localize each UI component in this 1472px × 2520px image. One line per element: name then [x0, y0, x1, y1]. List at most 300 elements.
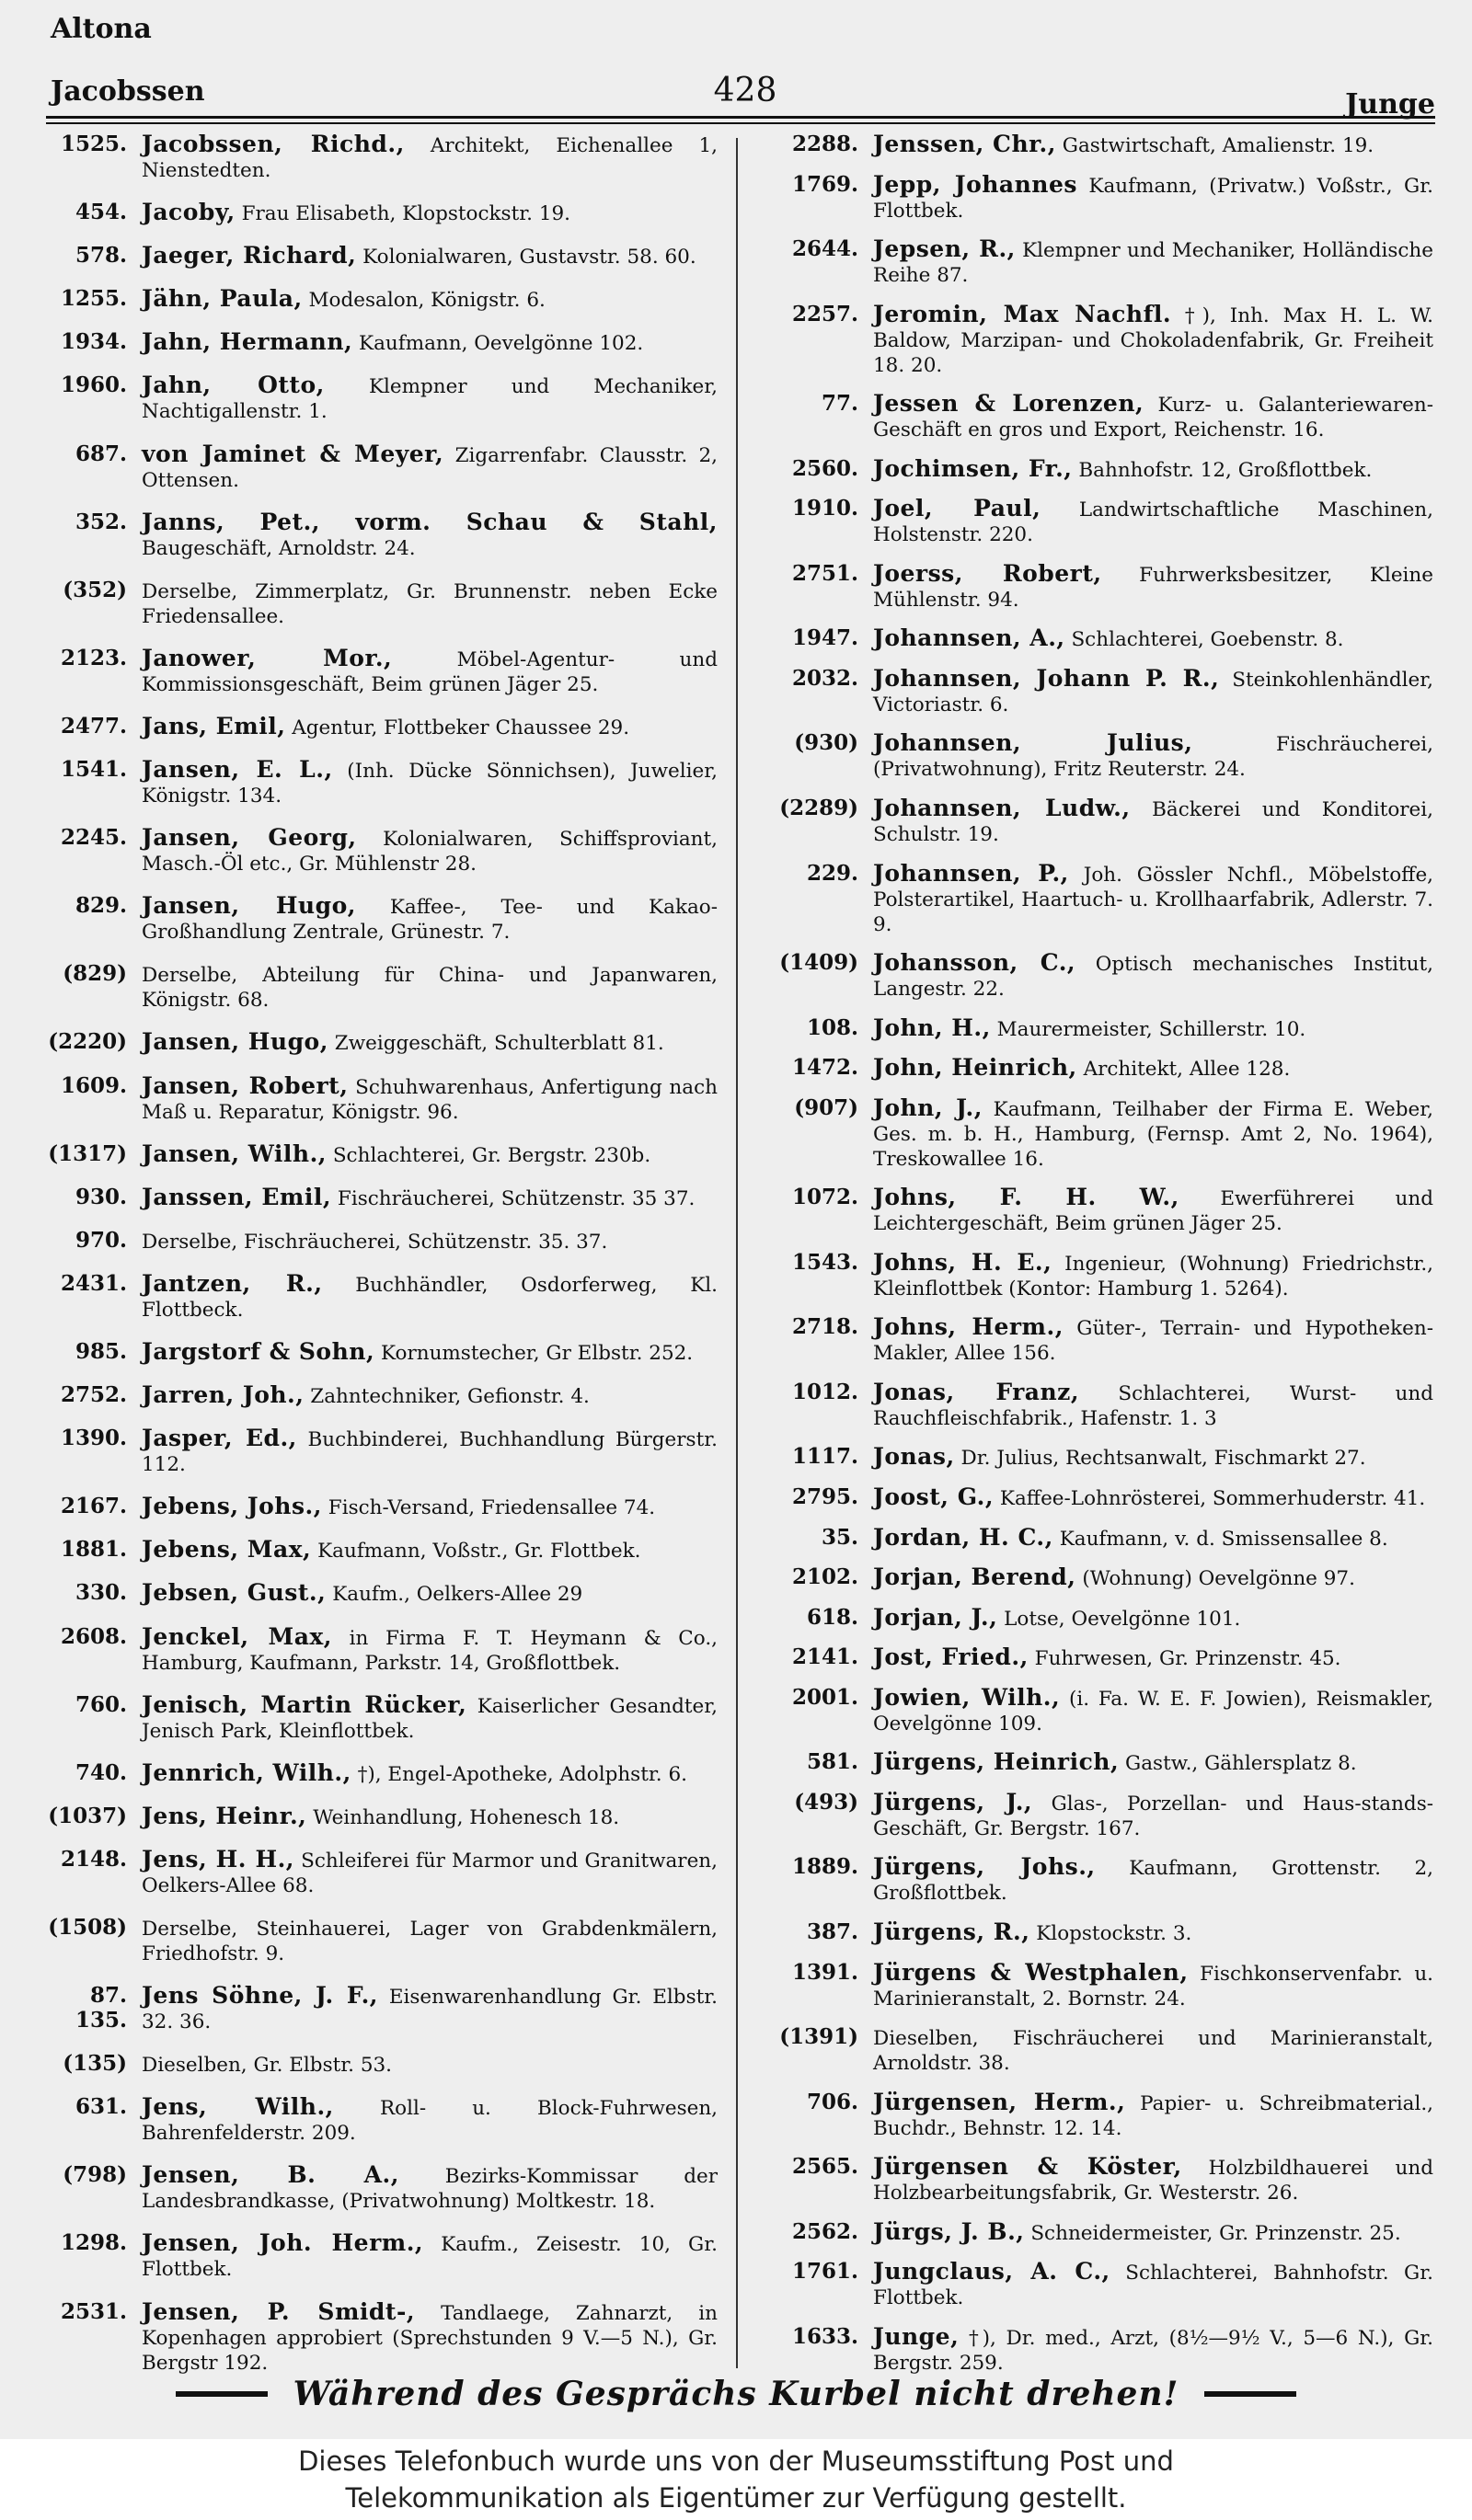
phone-number: (1409) [779, 950, 858, 976]
phone-number: 970. [75, 1227, 127, 1253]
listing-text [142, 1537, 718, 1564]
listing-entry [18, 1271, 718, 1323]
listing-entry [750, 496, 1433, 547]
listing-name: Johns, Herm., [873, 1313, 1064, 1341]
phone-number: (829) [63, 961, 127, 987]
listing-entry [750, 1564, 1433, 1591]
listing-name: Janower, Mor., [142, 644, 393, 671]
listing-name: Jürgens, R., [873, 1918, 1030, 1945]
listing-name: Jürgs, J. B., [873, 2217, 1025, 2245]
listing-entry [18, 441, 718, 493]
listing-name: Jonas, [873, 1443, 955, 1471]
phone-number: 687. [75, 441, 127, 466]
listing-text [142, 286, 718, 313]
listing-name: Jürgensen, Herm., [873, 2088, 1126, 2115]
listing-entry [18, 714, 718, 740]
listing-entry [18, 1029, 718, 1056]
listing-entry [18, 2051, 718, 2078]
listing-details: Schneidermeister, Gr. Prinzenstr. 25. [1030, 2221, 1401, 2245]
listing-text [873, 1605, 1433, 1632]
phone-number: 2608. [60, 1623, 127, 1649]
phone-number: 1947. [791, 625, 858, 651]
listing-entry [750, 1055, 1433, 1082]
listing-details: Agentur, Flottbeker Chaussee 29. [292, 716, 630, 739]
listing-text [873, 1055, 1433, 1082]
listing-details: Derselbe, Fischräucherei, Schützenstr. 35. 37. [142, 1230, 608, 1254]
listing-text [142, 372, 718, 424]
listing-details: Gastwirtschaft, Amalienstr. 19. [1062, 134, 1374, 157]
listing-entry [750, 666, 1433, 717]
listing-details: Fuhrwesen, Gr. Prinzenstr. 45. [1034, 1647, 1341, 1671]
listing-details: in Firma F. T. Heymann & Co., Hamburg, Kaufmann, Parkstr. 14, Großflottbek. [142, 1626, 718, 1675]
listing-text [142, 329, 718, 356]
listing-name: Jenckel, Max, [142, 1622, 333, 1650]
listing-entry [18, 1983, 718, 2034]
listing-name: Johannsen, Ludw., [873, 795, 1131, 822]
listing-details: Derselbe, Steinhauerei, Lager von Grabdenkmälern, Friedhofstr. 9. [142, 1918, 718, 1965]
listing-entry [18, 329, 718, 356]
listing-name: Jürgensen & Köster, [873, 2153, 1182, 2181]
listing-text [873, 1380, 1433, 1431]
listing-text [142, 2162, 718, 2214]
listing-details: Möbel-Agentur- und Kommissionsgeschäft, Beim grünen Jäger 25. [142, 647, 718, 696]
phone-number: (1317) [48, 1140, 127, 1166]
listing-text [142, 1624, 718, 1676]
listing-details: Weinhandlung, Hohenesch 18. [313, 1805, 620, 1829]
phone-number: 578. [75, 243, 127, 269]
phone-number: 35. [821, 1524, 858, 1550]
phone-number: 2148. [60, 1846, 127, 1872]
listing-name: Jargstorf & Sohn, [142, 1337, 375, 1365]
listing-text [873, 1685, 1433, 1736]
footer-line-2: Telekommunikation als Eigentümer zur Verfügung gestellt. [345, 2482, 1127, 2514]
listing-details: Dr. Julius, Rechtsanwalt, Fischmarkt 27. [960, 1447, 1366, 1471]
listing-details: Bäckerei und Konditorei, Schulstr. 19. [873, 798, 1433, 847]
listing-text [873, 1015, 1433, 1042]
phone-number: 2795. [791, 1484, 858, 1510]
listing-entry [18, 961, 718, 1013]
listing-text [873, 1644, 1433, 1671]
listing-details: Kornumstecher, Gr Elbstr. 252. [381, 1341, 694, 1365]
listing-details: Zweiggeschäft, Schulterblatt 81. [334, 1032, 664, 1056]
phone-number: (2289) [779, 796, 858, 821]
listing-details: Schleiferei für Marmor und Granitwaren, Oelkers-Allee 68. [142, 1849, 718, 1897]
listing-details: Schuhwarenhaus, Anfertigung nach Maß u. Reparatur, Königstr. 96. [142, 1075, 718, 1124]
phone-number: 631. [75, 2094, 127, 2120]
listing-entry [750, 796, 1433, 847]
listing-text [873, 1790, 1433, 1841]
listing-details: Gastw., Gählersplatz 8. [1125, 1752, 1357, 1776]
listing-name: Jebens, Max, [142, 1536, 312, 1564]
phone-number: 1117. [791, 1444, 858, 1470]
listing-text [873, 2219, 1433, 2246]
listing-text [142, 510, 718, 561]
banner-bar-left [176, 2391, 268, 2397]
listing-details: Klopstockstr. 3. [1036, 1921, 1192, 1945]
listing-text [142, 1073, 718, 1125]
listing-text [873, 1444, 1433, 1471]
listing-name: Jungclaus, A. C., [873, 2258, 1110, 2285]
listing-entry [18, 1580, 718, 1607]
listing-entry [750, 730, 1433, 782]
phone-number: 2560. [791, 455, 858, 481]
listing-text [142, 757, 718, 808]
listing-text [873, 1314, 1433, 1366]
listing-name: Jebsen, Gust., [142, 1579, 327, 1607]
phone-number: (930) [794, 730, 858, 756]
listing-name: Joel, Paul, [873, 495, 1041, 522]
listing-text [873, 730, 1433, 782]
listing-name: Jorjan, Berend, [873, 1564, 1076, 1591]
phone-number: 1255. [60, 286, 127, 312]
listing-details: Roll- u. Block-Fuhrwesen, Bahrenfelderstr. 209. [142, 2097, 719, 2146]
phone-number: 1012. [791, 1379, 858, 1404]
listing-text [142, 1983, 718, 2034]
listing-entry [750, 1960, 1433, 2011]
listing-name: Jürgens, Johs., [873, 1853, 1096, 1881]
listing-text [873, 1484, 1433, 1511]
listing-entry [18, 1382, 718, 1409]
listing-entry [18, 510, 718, 561]
footer-note [0, 2439, 1472, 2520]
right-column [750, 132, 1433, 2376]
banner-text: Während des Gesprächs Kurbel nicht drehen! [293, 2375, 1179, 2413]
phone-number: 1541. [60, 757, 127, 783]
listing-entry [750, 950, 1433, 1002]
listing-entry [750, 2090, 1433, 2141]
listing-entry [750, 2154, 1433, 2205]
listing-text [142, 200, 718, 226]
listing-details: Lotse, Oevelgönne 101. [1004, 1607, 1241, 1631]
phone-number: (798) [63, 2162, 127, 2188]
listing-name: Jensen, P. Smidt-, [142, 2297, 416, 2325]
phone-number: 1543. [791, 1249, 858, 1275]
phone-number: 1072. [791, 1185, 858, 1210]
listing-text [873, 2324, 1433, 2376]
listing-details: Architekt, Allee 128. [1083, 1058, 1291, 1082]
listing-entry [18, 1915, 718, 1966]
listing-entry [18, 1185, 718, 1211]
listing-entry [750, 1015, 1433, 1042]
listing-text [142, 132, 718, 183]
phone-number: 1881. [60, 1537, 127, 1563]
phone-number: 1298. [60, 2230, 127, 2256]
listing-name: Jahn, Hermann, [142, 328, 353, 356]
listing-text [873, 1185, 1433, 1236]
listing-text [142, 2051, 718, 2078]
listing-name: Janssen, Emil, [142, 1183, 332, 1210]
listing-entry [750, 1484, 1433, 1511]
listing-entry [750, 302, 1433, 378]
listing-entry [750, 2219, 1433, 2246]
listing-entry [18, 200, 718, 226]
listing-name: Jepsen, R., [873, 235, 1016, 263]
listing-details: Kolonialwaren, Gustavstr. 58. 60. [362, 246, 696, 269]
listing-name: Jepp, Johannes [873, 170, 1077, 198]
listing-details: Ingenieur, (Wohnung) Friedrichstr., Kleinflottbek (Kontor: Hamburg 1. 5264). [873, 1252, 1433, 1300]
phone-number: 108. [806, 1014, 858, 1040]
listing-name: Jansen, Robert, [142, 1071, 349, 1099]
phone-number: 2001. [791, 1684, 858, 1710]
listing-name: Jansen, Wilh., [142, 1140, 327, 1167]
listing-text [873, 796, 1433, 847]
listing-name: Johansson, C., [873, 949, 1076, 977]
listing-entry [750, 2324, 1433, 2376]
listing-entry [18, 1494, 718, 1520]
listing-details: Frau Elisabeth, Klopstockstr. 19. [241, 202, 571, 226]
listing-details: Joh. Gössler Nchfl., Möbelstoffe, Polsterartikel, Haartuch- u. Krollhaarfabrik, Adlerstr. 7. 9. [873, 863, 1434, 936]
listing-entry [18, 1339, 718, 1366]
listing-entry [18, 1624, 718, 1676]
listing-name: John, H., [873, 1014, 991, 1041]
listing-name: Jochimsen, Fr., [873, 454, 1073, 482]
listing-details: (Inh. Dücke Sönnichsen), Juwelier, Königstr. 134. [142, 760, 718, 808]
phone-number: 2141. [791, 1644, 858, 1670]
listing-details: Steinkohlenhändler, Victoriastr. 6. [873, 668, 1433, 716]
listing-name: Jasper, Ed., [142, 1425, 297, 1452]
listing-entry [18, 825, 718, 876]
listing-name: Junge, [873, 2322, 960, 2350]
listing-details: Fuhrwerksbesitzer, Kleine Mühlenstr. 94. [873, 563, 1433, 612]
listing-entry [18, 1228, 718, 1254]
listing-text [873, 1854, 1433, 1906]
phone-number: 2477. [60, 713, 127, 739]
header-town: Altona [51, 13, 152, 45]
listing-name: Johns, F. H. W., [873, 1184, 1179, 1211]
phone-number: 1609. [60, 1072, 127, 1098]
column-divider [736, 138, 738, 2368]
phone-number: 1910. [791, 496, 858, 521]
listing-details: Güter-, Terrain- und Hypotheken-Makler, Allee 156. [873, 1317, 1433, 1366]
listing-details: Kaffee-Lohnrösterei, Sommerhuderstr. 41. [999, 1487, 1426, 1511]
phone-number: (1508) [48, 1915, 127, 1940]
header-last-name: Junge [1345, 88, 1435, 120]
listing-details: Zigarrenfabr. Clausstr. 2, Ottensen. [142, 443, 718, 492]
listing-name: Johns, H. E., [873, 1248, 1052, 1276]
phone-number: 581. [806, 1749, 858, 1775]
phone-number: 2167. [60, 1494, 127, 1519]
listing-details: Kaufmann, v. d. Smissensallee 8. [1059, 1527, 1388, 1551]
listing-text [873, 1250, 1433, 1301]
listing-details: Derselbe, Zimmerplatz, Gr. Brunnenstr. neben Ecke Friedensallee. [142, 579, 718, 628]
listing-details: Schlachterei, Wurst- und Rauchfleischfabrik., Hafenstr. 1. 3 [873, 1381, 1433, 1430]
header-first-name: Jacobssen [51, 75, 205, 108]
phone-number: 1769. [791, 171, 858, 197]
listing-text [142, 893, 718, 945]
listing-text [873, 132, 1433, 158]
phone-number: (2220) [48, 1029, 127, 1055]
listing-name: Jensen, B. A., [142, 2161, 399, 2189]
listing-details: Modesalon, Königstr. 6. [308, 289, 546, 313]
listing-name: Johannsen, Johann P. R., [873, 664, 1220, 692]
listing-name: Jansen, Hugo, [142, 1028, 328, 1056]
phone-number: 2718. [791, 1314, 858, 1340]
listing-details: Tandlaege, Zahnarzt, in Kopenhagen approbiert (Sprechstunden 9 V.—5 N.), Gr. Bergstr 192. [142, 2301, 719, 2375]
listing-text [142, 441, 718, 493]
listing-name: Jans, Emil, [142, 712, 286, 739]
listing-entry [750, 1854, 1433, 1906]
listing-details: Landwirtschaftliche Maschinen, Holstenstr. 220. [873, 498, 1433, 547]
listing-details: Kaffee-, Tee- und Kakao-Großhandlung Zentrale, Grünestr. 7. [142, 896, 718, 945]
listing-entry [750, 1250, 1433, 1301]
listing-text [873, 625, 1433, 652]
phone-number: 985. [75, 1338, 127, 1364]
listing-text [142, 1029, 718, 1056]
listing-name: Jennrich, Wilh., [142, 1758, 351, 1786]
listing-name: John, J., [873, 1094, 983, 1121]
listing-text [873, 1749, 1433, 1776]
listing-details: Baugeschäft, Arnoldstr. 24. [142, 536, 416, 560]
phone-number: (493) [794, 1789, 858, 1815]
phone-number: 740. [75, 1759, 127, 1785]
listing-text [142, 2230, 718, 2282]
listing-entry [18, 2162, 718, 2214]
listing-details: Bezirks-Kommissar der Landesbrandkasse, (Privatwohnung) Moltkestr. 18. [142, 2165, 718, 2214]
listing-text [142, 1426, 718, 1477]
phone-number: 2102. [791, 1564, 858, 1590]
listing-details: Fischkonservenfabr. u. Marinieranstalt, 2. Bornstr. 24. [873, 1962, 1433, 2010]
listing-details: Kaiserlicher Gesandter, Jenisch Park, Kleinflottbek. [142, 1694, 718, 1743]
listing-entry [18, 1073, 718, 1125]
phone-number: 77. [821, 391, 858, 417]
listing-name: Johannsen, A., [873, 624, 1065, 652]
listing-details: Klempner und Mechaniker, Nachtigallenstr. 1. [142, 375, 718, 424]
phone-number: 1391. [791, 1959, 858, 1985]
phone-number: 2565. [791, 2154, 858, 2180]
listing-details: Zahntechniker, Gefionstr. 4. [310, 1385, 590, 1409]
listing-text [873, 236, 1433, 288]
listing-entry [750, 625, 1433, 652]
listing-name: Jarren, Joh., [142, 1381, 305, 1409]
listing-details: Kaufmann, Grottenstr. 2, Großflottbek. [873, 1857, 1433, 1906]
phone-number: 2431. [60, 1270, 127, 1296]
listing-entry [750, 1790, 1433, 1841]
listing-entry [18, 372, 718, 424]
listing-text [873, 391, 1433, 442]
listing-entry [750, 1185, 1433, 1236]
listing-entry [18, 893, 718, 945]
listing-details: Kurz- u. Galanteriewaren-Geschäft en gros und Export, Reichenstr. 16. [873, 394, 1433, 442]
listing-name: Jessen & Lorenzen, [873, 390, 1144, 418]
listing-text [142, 243, 718, 269]
phone-number: 930. [75, 1184, 127, 1209]
listing-entry [18, 132, 718, 183]
footer-line-1: Dieses Telefonbuch wurde uns von der Museumsstiftung Post und [298, 2446, 1174, 2477]
listing-text [873, 1919, 1433, 1946]
listing-text [873, 496, 1433, 547]
listing-details: Fisch-Versand, Friedensallee 74. [328, 1496, 656, 1520]
listing-text [142, 1580, 718, 1607]
listing-entry [750, 861, 1433, 937]
phone-number: 229. [806, 860, 858, 886]
listing-name: Jansen, Georg, [142, 824, 357, 852]
phone-number: 2032. [791, 665, 858, 691]
phone-number: 454. [75, 200, 127, 225]
listing-details: Bahnhofstr. 12, Großflottbek. [1078, 458, 1373, 482]
listing-name: Jens, Wilh., [142, 2093, 334, 2121]
listing-text [873, 2024, 1433, 2076]
phone-number: 2562. [791, 2218, 858, 2244]
listing-text [142, 1915, 718, 1966]
listing-text [873, 172, 1433, 223]
listing-details: Klempner und Mechaniker, Holländische Reihe 87. [873, 239, 1433, 288]
listing-details: †), Inh. Max H. L. W. Baldow, Marzipan- und Chokoladenfabrik, Gr. Freiheit 18. 20. [873, 304, 1434, 377]
header-rule-thin [46, 122, 1435, 124]
listing-name: Johannsen, P., [873, 859, 1069, 887]
phone-number: 2531. [60, 2298, 127, 2324]
listing-text [142, 1760, 718, 1787]
listing-name: Jeromin, Max Nachfl. [873, 300, 1172, 327]
listing-entry [750, 1644, 1433, 1671]
listing-text [142, 1847, 718, 1898]
listing-name: Jürgens & Westphalen, [873, 1958, 1189, 1986]
listing-details: Derselbe, Abteilung für China- und Japanwaren, Königstr. 68. [142, 964, 718, 1013]
listing-details: Schlachterei, Bahnhofstr. Gr. Flottbek. [873, 2262, 1433, 2310]
listing-text [873, 456, 1433, 483]
listing-text [142, 1271, 718, 1323]
phone-number: (1037) [48, 1803, 127, 1828]
listing-details: Papier- u. Schreibmaterial., Buchdr., Behnstr. 12. 14. [873, 2091, 1433, 2140]
listing-entry [750, 561, 1433, 613]
listing-details: Maurermeister, Schillerstr. 10. [996, 1017, 1306, 1041]
listing-text [873, 861, 1433, 937]
phone-number: 387. [806, 1919, 858, 1944]
listing-name: Jahn, Otto, [142, 372, 325, 399]
listing-entry [18, 243, 718, 269]
listing-details: (Wohnung) Oevelgönne 97. [1082, 1567, 1355, 1591]
listing-text [142, 1692, 718, 1744]
listing-details: Optisch mechanisches Institut, Langestr. 22. [873, 953, 1433, 1002]
listing-text [873, 1525, 1433, 1552]
listing-entry [18, 646, 718, 697]
listing-details: Kaufm., Zeisestr. 10, Gr. Flottbek. [142, 2233, 718, 2282]
listing-text [142, 2094, 718, 2146]
listing-entry [750, 1380, 1433, 1431]
listing-text [873, 302, 1433, 378]
listing-details: Schlachterei, Goebenstr. 8. [1071, 628, 1344, 652]
phone-number: 2288. [791, 132, 858, 156]
phone-number: 760. [75, 1691, 127, 1717]
listing-entry [18, 1760, 718, 1787]
phone-number: (135) [63, 2051, 127, 2077]
listing-entry [750, 391, 1433, 442]
listing-entry [750, 1095, 1433, 1172]
listing-name: Jürgens, Heinrich, [873, 1748, 1120, 1776]
listing-entry [18, 578, 718, 629]
listing-name: John, Heinrich, [873, 1054, 1077, 1082]
listing-name: Joerss, Robert, [873, 559, 1102, 587]
listing-name: Johannsen, Julius, [873, 729, 1193, 757]
phone-number: 1472. [791, 1055, 858, 1081]
listing-name: Jebens, Johs., [142, 1493, 322, 1520]
listing-entry [18, 1804, 718, 1830]
listing-name: Jorjan, J., [873, 1603, 998, 1631]
listing-entry [18, 1692, 718, 1744]
listing-text [873, 561, 1433, 613]
listing-entry [18, 757, 718, 808]
listing-details: Buchhändler, Osdorferweg, Kl. Flottbeck. [142, 1273, 718, 1322]
listing-details: Kaufmann, Oevelgönne 102. [359, 332, 644, 356]
listing-name: Jansen, E. L., [142, 756, 333, 784]
phone-number: 352. [75, 509, 127, 534]
listing-name: Jenssen, Chr., [873, 131, 1056, 157]
listing-entry [18, 1847, 718, 1898]
phone-number: 1934. [60, 329, 127, 355]
listing-text [142, 646, 718, 697]
listing-name: von Jaminet & Meyer, [142, 440, 444, 467]
listing-name: Joost, G., [873, 1483, 995, 1511]
phone-number: 330. [75, 1580, 127, 1606]
